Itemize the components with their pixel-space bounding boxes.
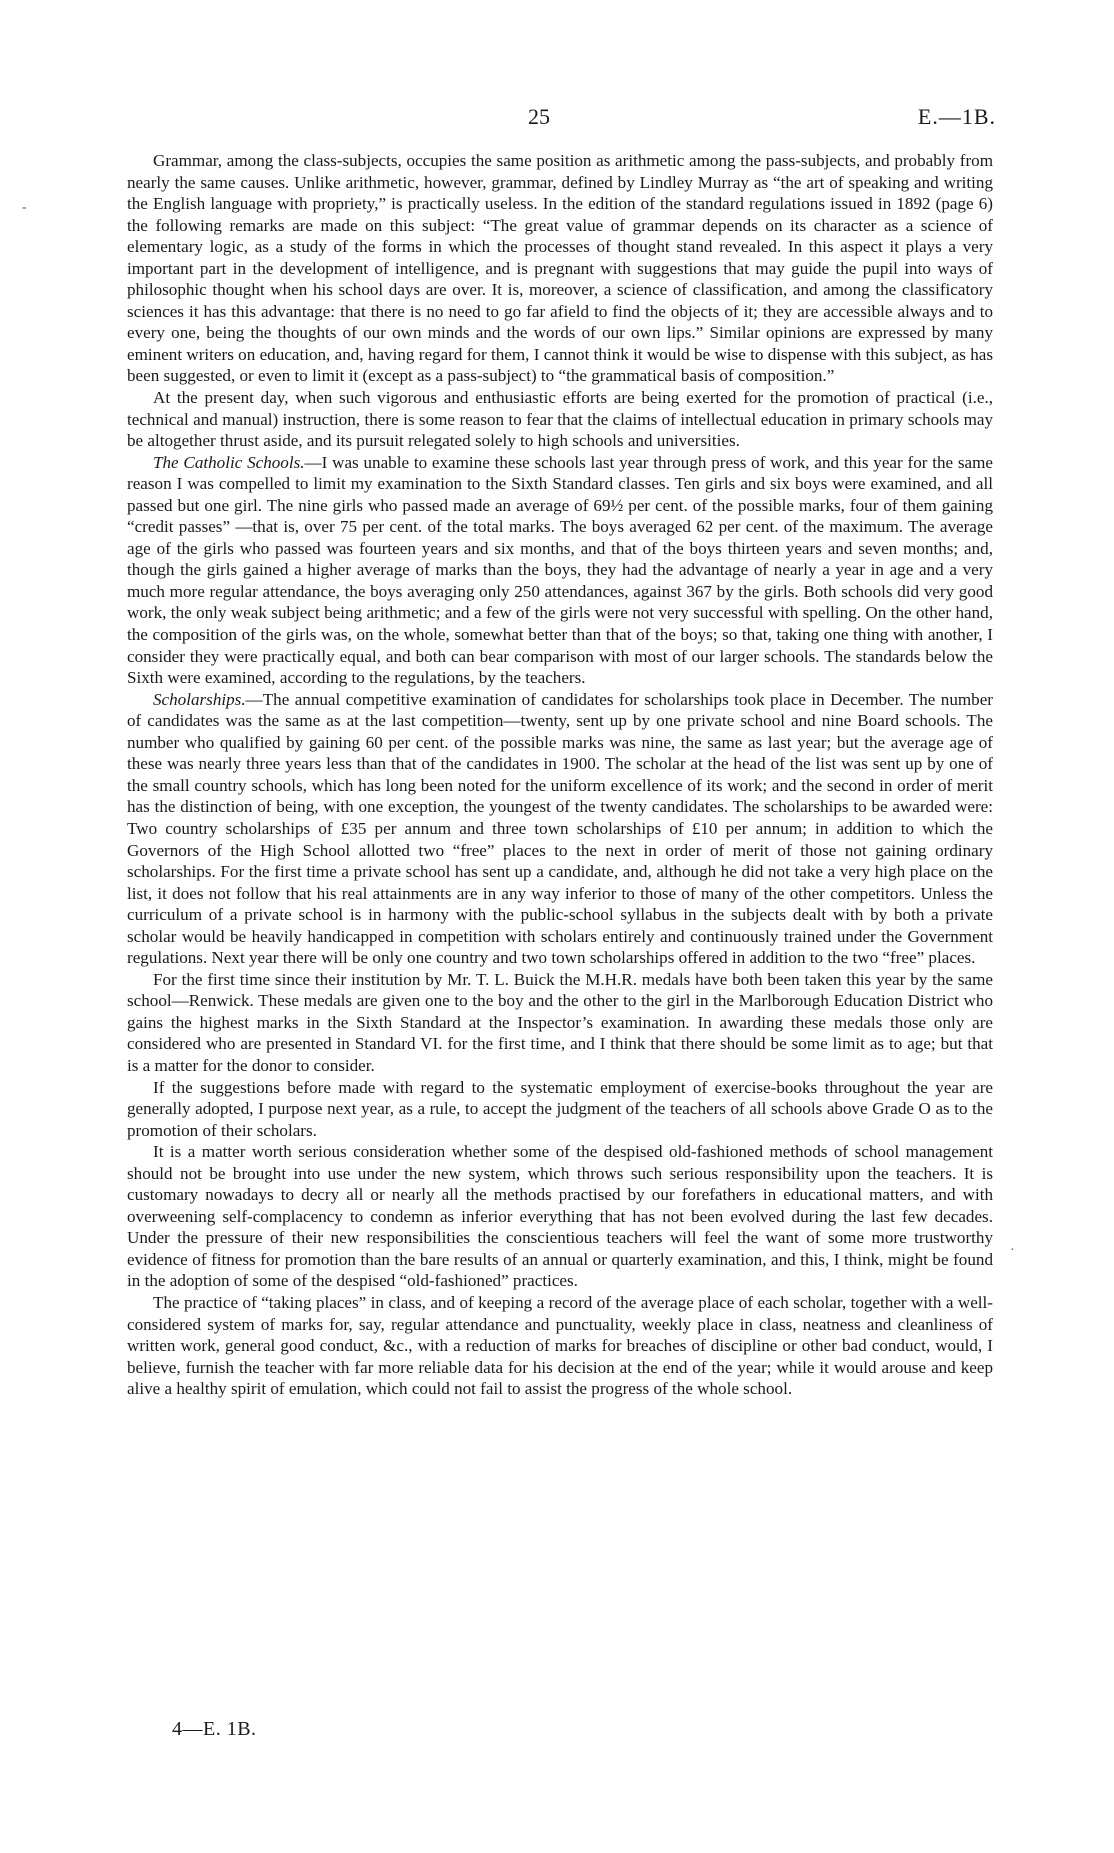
paragraph-text: For the first time since their institution by Mr. T. L. Buick the M.H.R. medals have both been taken this year by the same school—Renwick. These medals are given one to the boy and the other to the girl in the Marlborough Education District who gains the highest marks in the Sixth Standard at the Inspector’s examination. In awarding these medals those only are considered who are presented in Standard VI. for the first time, and I think that there should be some limit as to age; but that is a matter for the donor to consider. xyxy=(127,969,993,1075)
series-reference: E.—1B. xyxy=(917,104,996,129)
paragraph-text: If the suggestions before made with regard to the systematic employment of exercise-books throughout the year are generally adopted, I purpose next year, as a rule, to accept the judgment of the teachers of all schools above Grade O as to the promotion of their scholars. xyxy=(127,1077,993,1140)
paragraph-present-day xyxy=(127,387,993,452)
paragraph-exercise-books xyxy=(127,1077,993,1142)
paragraph-grammar xyxy=(127,150,993,387)
paragraph-medals xyxy=(127,969,993,1077)
paragraph-text: The practice of “taking places” in class, and of keeping a record of the average place of each scholar, together with a well-considered system of marks for, say, regular attendance and punctuality, weekly place in class, neatness and cleanliness of written work, general good conduct, &c., with a reduction of marks for breaches of discipline or other bad conduct, would, I believe, furnish the teacher with far more reliable data for his decision at the end of the year; while it would arouse and keep alive a healthy spirit of emulation, which could not fail to assist the progress of the whole school. xyxy=(127,1292,993,1399)
margin-mark: · xyxy=(1010,1243,1015,1258)
paragraph-text: At the present day, when such vigorous and enthusiastic efforts are being exerted for the promotion of practical (i.e., technical and manual) instruction, there is some reason to fear that the claims of intellectual education in primary schools may be altogether thrust aside, and its pursuit relegated solely to high schools and universities. xyxy=(127,388,993,451)
paragraph-text: —I was unable to examine these schools last year through press of work, and this year for the same reason I was compelled to limit my examination to the Sixth Standard classes. Ten girls and six boys were examined, and all passed but one girl. The nine girls who passed made an average of 69½ per cent. of the possible marks, four of them gaining “credit passes” —that is, over 75 per cent. of the total marks. The boys averaged 62 per cent. of the maximum. The average age of the girls who passed was fourteen years and six months, and that of the boys thirteen years and seven months; and, though the girls gained a higher average of marks than the boys, they had the advantage of nearly a year in age and a very much more regular attendance, the boys averaging only 250 attendances, against 367 by the girls. Both schools did very good work, the only weak subject being arithmetic; and a few of the girls were not very successful with spelling. On the other hand, the composition of the girls was, on the whole, somewhat better than that of the boys; so that, taking one thing with another, I consider they were practically equal, and both can bear comparison with most of our larger schools. The standards below the Sixth were examined, according to the regulations, by the teachers. xyxy=(127,452,994,688)
footer-signature-ref: 4—E. 1B. xyxy=(172,1718,257,1740)
paragraph-catholic-schools xyxy=(127,452,993,689)
paragraph-taking-places xyxy=(127,1292,993,1400)
section-heading-catholic-schools: The Catholic Schools. xyxy=(153,452,305,472)
margin-mark: - xyxy=(22,200,27,215)
page-number: 25 xyxy=(528,104,550,129)
paragraph-text: —The annual competitive examination of candidates for scholarships took place in December. The number of candidates was the same as at the last competition—twenty, sent up by one private school and nine Board schools. The number who qualified by gaining 60 per cent. of the possible marks was nine, the same as last year; but the average age of these was nearly three years less than that of the candidates in 1900. The scholar at the head of the list was sent up by one of the small country schools, which has long been noted for the uniform excellence of its work; and the second in order of merit has the distinction of being, with one exception, the youngest of the twenty candidates. The scholarships to be awarded were: Two country scholarships of £35 per annum and three town scholarships of £10 per annum; in addition to which the Governors of the High School allotted two “free” places to the next in order of merit of those not gaining ordinary scholarships. For the first time a private school has sent up a candidate, and, although he did not take a very high place on the list, it does not follow that his real attainments are in any way inferior to those of many of the other competitors. Unless the curriculum of a private school is in harmony with the public-school syllabus in the subjects dealt with by both a private scholar would be heavily handicapped in competition with scholars entirely and continuously trained under the Government regulations. Next year there will be only one country and two town scholarships offered in addition to the two “free” places. xyxy=(127,689,993,968)
body-text xyxy=(127,150,993,1400)
section-heading-scholarships: Scholarships. xyxy=(153,689,246,709)
paragraph-scholarships xyxy=(127,689,993,969)
paragraph-old-methods xyxy=(127,1141,993,1292)
paragraph-text: It is a matter worth serious consideration whether some of the despised old-fashioned methods of school management should not be brought into use under the new system, which throws such serious responsibility upon the teachers. It is customary nowadays to decry all or nearly all the methods practised by our forefathers in educational matters, and with overweening self-complacency to condemn as inferior everything that has not been evolved during the last few decades. Under the pressure of their new responsibilities the conscientious teachers will feel the want of some more trustworthy evidence of fitness for promotion than the bare results of an annual or quarterly examination, and this, I think, might be found in the adoption of some of the despised “old-fashioned” practices. xyxy=(127,1142,993,1291)
page-header xyxy=(0,104,1114,138)
paragraph-text: Grammar, among the class-subjects, occupies the same position as arithmetic among the pass-subjects, and probably from nearly the same causes. Unlike arithmetic, however, grammar, defined by Lindley Murray as “the art of speaking and writing the English language with propriety,” is practically useless. In the edition of the standard regulations issued in 1892 (page 6) the following remarks are made on this subject: “The great value of grammar depends on its character as a science of elementary logic, as a study of the forms in which the processes of thought stand revealed. In this aspect it plays a very important part in the development of intelligence, and is pregnant with suggestions that may guide the pupil into ways of philosophic thought when his school days are over. It is, moreover, a science of classification, and among the classificatory sciences it has this advantage: that there is no need to go far afield to find the objects of it; they are accessible always and to every one, being the thoughts of our own minds and the words of our own lips.” Similar opinions are expressed by many eminent writers on education, and, having regard for them, I cannot think it would be wise to dispense with this subject, as has been suggested, or even to limit it (except as a pass-subject) to “the grammatical basis of composition.” xyxy=(127,151,993,386)
